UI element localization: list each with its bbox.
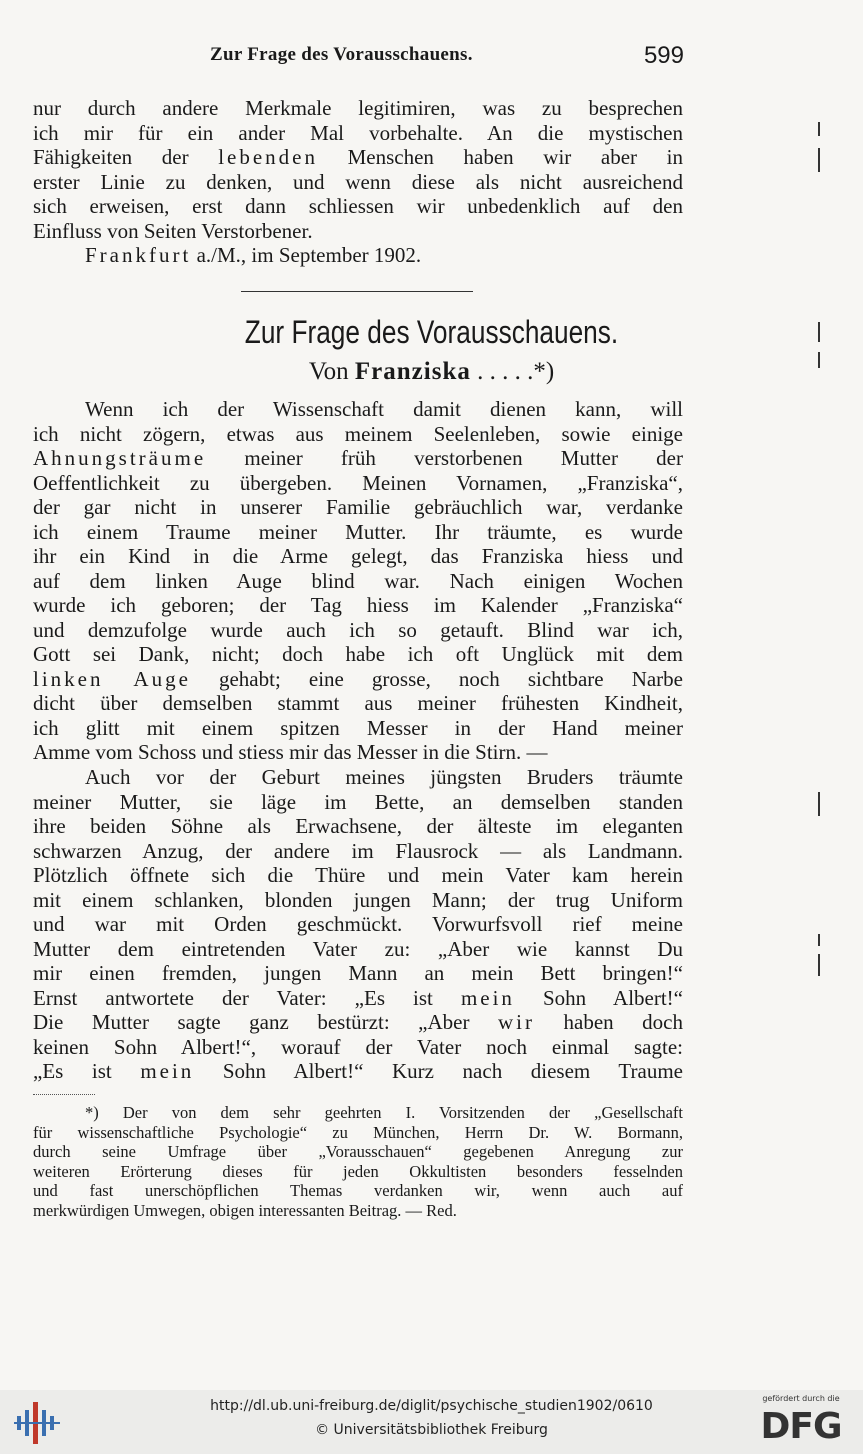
byline-prefix: Von <box>308 358 355 385</box>
dfg-caption: gefördert durch die <box>762 1394 840 1403</box>
paragraph-1 <box>33 397 683 765</box>
text-line: auf dem linken Auge blind war. Nach einigen Wochen <box>33 568 683 593</box>
margin-mark <box>818 322 820 342</box>
text-segment: Die Mutter sagte ganz bestürzt: „Aber <box>33 1010 498 1034</box>
text-line <box>33 986 683 1011</box>
margin-mark <box>818 954 820 976</box>
margin-mark <box>818 792 820 816</box>
permalink-url[interactable]: http://dl.ub.uni-freiburg.de/diglit/psychische_studien1902/0610 <box>210 1398 653 1414</box>
spaced-emphasis: Ahnungsträume <box>33 446 207 470</box>
byline-footnote-ref: . . . . .*) <box>470 358 555 385</box>
text-line: Oeffentlichkeit zu übergeben. Meinen Vornamen, „Franziska“, <box>33 470 683 495</box>
dfg-logo <box>760 1394 855 1450</box>
margin-marks <box>812 0 832 1390</box>
text-line: nur durch andere Merkmale legitimiren, was zu besprechen <box>33 96 683 120</box>
text-line: ich mir für ein ander Mal vorbehalte. An die mystischen <box>33 120 683 145</box>
text-line: keinen Sohn Albert!“, worauf der Vater noch einmal sagte: <box>33 1034 683 1059</box>
dateline <box>33 243 683 268</box>
text-segment: meiner früh verstorbenen Mutter der <box>206 446 683 470</box>
text-line: Plötzlich öffnete sich die Thüre und mein Vater kam herein <box>33 863 683 887</box>
text-line: ihr ein Kind in die Arme gelegt, das Franziska hiess und <box>33 544 683 568</box>
text-line <box>33 1059 683 1084</box>
dateline-rest: a./M., im September 1902. <box>191 243 422 267</box>
text-segment: Sohn Albert!“ Kurz nach diesem Traume <box>194 1059 683 1083</box>
text-line: ihre beiden Söhne als Erwachsene, der älteste im eleganten <box>33 814 683 838</box>
running-head <box>210 44 684 74</box>
text-line: der gar nicht in unserer Familie gebräuchlich war, verdanke <box>33 495 683 519</box>
text-segment: Menschen haben wir aber in <box>318 145 683 169</box>
text-line: erster Linie zu denken, und wenn diese als nicht ausreichend <box>33 169 683 194</box>
footnote-line: *) Der von dem sehr geehrten I. Vorsitzenden der „Gesellschaft <box>85 1103 683 1122</box>
article-heading: Zur Frage des Vorausschauens. <box>244 314 619 350</box>
text-line: Auch vor der Geburt meines jüngsten Bruders träumte <box>85 765 683 789</box>
spaced-emphasis: mein <box>460 985 515 1010</box>
viewer-footer <box>0 1390 863 1454</box>
article-byline <box>0 358 863 386</box>
text-line <box>33 667 683 692</box>
text-line <box>33 145 683 170</box>
text-segment: Fähigkeiten der <box>33 145 219 169</box>
copyright-notice: © Universitätsbibliothek Freiburg <box>315 1422 548 1438</box>
dfg-logo-text: DFG <box>760 1406 842 1447</box>
text-line: Einfluss von Seiten Verstorbener. <box>33 218 313 243</box>
text-line: mit einem schlanken, blonden jungen Mann; der trug Uniform <box>33 887 683 912</box>
text-line: ich glitt mit einem spitzen Messer in der Hand meiner <box>33 715 683 740</box>
text-line: wurde ich geboren; der Tag hiess im Kalender „Franziska“ <box>33 593 683 617</box>
text-segment: gehabt; eine grosse, noch sichtbare Narbe <box>190 666 683 691</box>
margin-mark <box>818 352 820 368</box>
footnote <box>33 1103 683 1220</box>
spaced-emphasis: wir <box>497 1010 535 1034</box>
text-line: Amme vom Schoss und stiess mir das Messer in die Stirn. — <box>33 740 548 764</box>
byline-author: Franziska <box>354 358 471 385</box>
margin-mark <box>818 122 820 136</box>
continued-paragraph <box>33 96 683 243</box>
footnote-line: und fast unerschöpflichen Themas verdanken wir, wenn auch auf <box>33 1181 683 1200</box>
paragraph-2 <box>33 765 683 1084</box>
text-line: Mutter dem eintretenden Vater zu: „Aber wie kannst Du <box>33 936 683 961</box>
dateline-place: Frankfurt <box>85 243 192 267</box>
spaced-emphasis: mein <box>140 1059 195 1083</box>
text-line <box>33 446 683 471</box>
footnote-line: weiteren Erörterung dieses für jeden Okkultisten besonders fesselnden <box>33 1161 683 1181</box>
text-line: und demzufolge wurde auch ich so getauft. Blind war ich, <box>33 617 683 642</box>
text-segment: „Es ist <box>33 1059 141 1083</box>
margin-mark <box>818 148 820 172</box>
text-line: sich erweisen, erst dann schliessen wir unbedenklich auf den <box>33 194 683 218</box>
footnote-line: für wissenschaftliche Psychologie“ zu München, Herrn Dr. W. Bormann, <box>33 1122 683 1142</box>
text-line: schwarzen Anzug, der andere im Flausrock — als Landmann. <box>33 838 683 863</box>
spaced-emphasis: linken Auge <box>33 666 191 691</box>
footnote-line: merkwürdigen Umwegen, obigen interessanten Beitrag. — Red. <box>33 1200 457 1220</box>
margin-mark <box>818 934 820 946</box>
text-line: meiner Mutter, sie läge im Bette, an demselben standen <box>33 789 683 814</box>
text-line <box>33 1010 683 1035</box>
text-line: und war mit Orden geschmückt. Vorwurfsvoll rief meine <box>33 912 683 936</box>
text-line: ich nicht zögern, etwas aus meinem Seelenleben, sowie einige <box>33 421 683 446</box>
footnote-rule <box>33 1094 95 1095</box>
running-title: Zur Frage des Vorausschauens. <box>210 44 473 65</box>
text-segment: Sohn Albert!“ <box>514 985 683 1010</box>
text-line: dicht über demselben stammt aus meiner frühesten Kindheit, <box>33 691 683 715</box>
spaced-emphasis: lebenden <box>218 145 318 169</box>
section-divider <box>241 291 473 292</box>
text-segment: haben doch <box>534 1010 683 1034</box>
text-line: Wenn ich der Wissenschaft damit dienen kann, will <box>85 397 683 421</box>
page-number: 599 <box>643 42 684 69</box>
text-line: ich einem Traume meiner Mutter. Ihr träumte, es wurde <box>33 519 683 544</box>
text-line: Gott sei Dank, nicht; doch habe ich oft Unglück mit dem <box>33 642 683 666</box>
footnote-line: durch seine Umfrage über „Vorausschauen“ gegebenen Anregung zur <box>33 1142 683 1161</box>
text-line: mir einen fremden, jungen Mann an mein Bett bringen!“ <box>33 961 683 985</box>
text-segment: Ernst antwortete der Vater: „Es ist <box>33 985 461 1010</box>
